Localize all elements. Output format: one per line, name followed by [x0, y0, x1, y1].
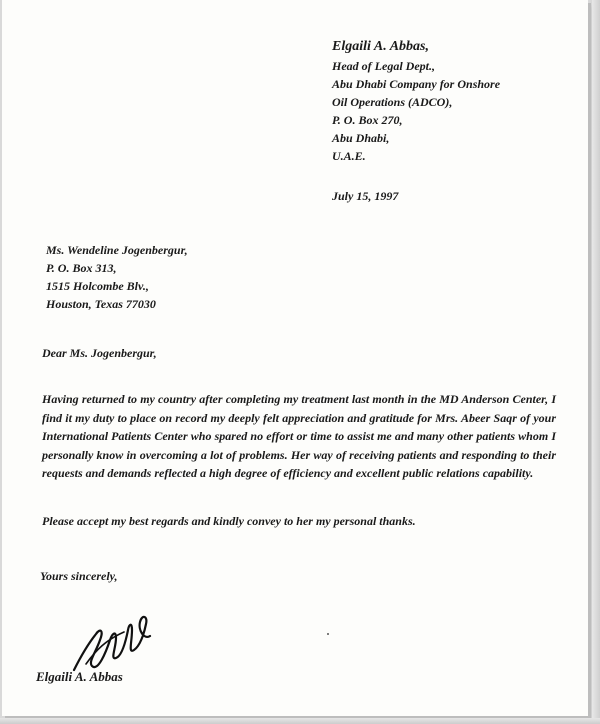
paper-speck — [327, 633, 329, 635]
sender-po-box: P. O. Box 270, — [332, 113, 403, 127]
sender-title: Head of Legal Dept., — [332, 59, 435, 73]
recipient-street: 1515 Holcombe Blv., — [46, 279, 149, 293]
sender-company: Abu Dhabi Company for Onshore — [332, 77, 501, 91]
recipient-city: Houston, Texas 77030 — [46, 297, 156, 311]
recipient-po-box: P. O. Box 313, — [46, 261, 117, 275]
recipient-block — [46, 241, 188, 313]
letter-page — [2, 0, 588, 716]
scan-edge-bottom — [0, 718, 600, 724]
scan-edge-right — [592, 0, 600, 724]
signature-name: Elgaili A. Abbas — [36, 669, 123, 684]
sender-company-cont: Oil Operations (ADCO), — [332, 95, 453, 109]
sender-city: Abu Dhabi, — [332, 131, 390, 145]
recipient-name: Ms. Wendeline Jogenbergur, — [46, 243, 188, 257]
sender-name: Elgaili A. Abbas, — [332, 39, 429, 54]
closing-paragraph: Please accept my best regards and kindly convey to her my personal thanks. — [42, 514, 416, 528]
salutation: Dear Ms. Jogenbergur, — [42, 346, 157, 360]
letter-date: July 15, 1997 — [332, 189, 399, 203]
sender-block — [332, 37, 500, 165]
complimentary-close: Yours sincerely, — [40, 569, 118, 583]
sender-country: U.A.E. — [332, 149, 366, 163]
body-paragraph: Having returned to my country after completing my treatment last month in the MD Anderson Center, I find it my duty to place on record my deeply felt appreciation and gratitude for Mrs. Abeer Saqr of your International Patients Center who spared no effort or time to assist me and many other patients whom I personally know in overcoming a lot of problems. Her way of receiving patients and responding to their requests and demands reflected a high degree of efficiency and excellent public relations capability. — [42, 392, 556, 481]
